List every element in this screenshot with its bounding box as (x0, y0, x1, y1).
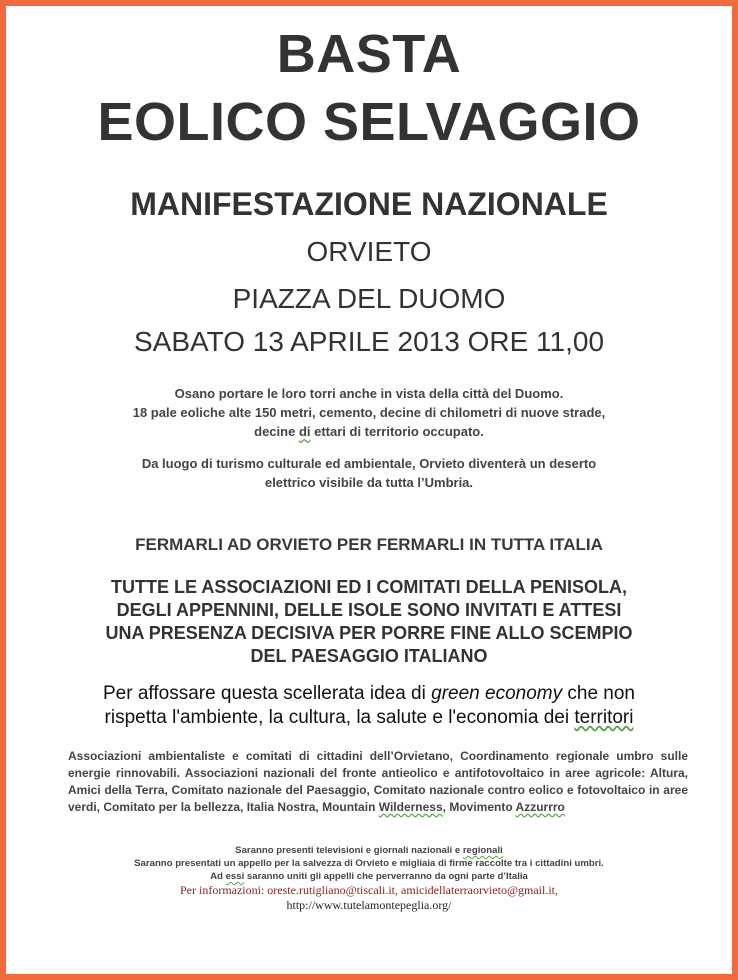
intro-line: 18 pale eoliche alte 150 metri, cemento, decine di chilometri di nuove strade, (132, 405, 606, 420)
note-text: Saranno presenti televisioni e giornali nazionali e (235, 845, 463, 856)
quote-text: Per affossare questa scellerata idea di (103, 683, 432, 704)
contact-info: Per informazioni: oreste.rutigliano@tiscali.it, amicidellaterraorvieto@gmail.it, (180, 883, 558, 897)
quote-text: rispetta l'ambiente, la cultura, la salute e l'economia dei (104, 707, 575, 728)
associations-text: Wilderness (378, 800, 443, 814)
title-line-basta: BASTA (276, 24, 462, 84)
associations-text: Azzurrro (515, 800, 565, 814)
slogan: FERMARLI AD ORVIETO PER FERMARLI IN TUTTA ITALIA (135, 535, 603, 554)
intro-paragraph-1 (46, 384, 692, 441)
intro-line: Osano portare le loro torri anche in vista della città del Duomo. (174, 386, 564, 401)
note-text: Ad (210, 871, 226, 882)
intro-text: decine (254, 424, 299, 439)
quote-line-1 (36, 682, 702, 706)
invitation (36, 576, 702, 668)
intro-line: Da luogo di turismo culturale ed ambientale, Orvieto diventerà un deserto (141, 456, 597, 471)
invitation-line: DEGLI APPENNINI, DELLE ISOLE SONO INVITATI E ATTESI (116, 600, 622, 620)
invitation-line: DEL PAESAGGIO ITALIANO (250, 646, 488, 666)
associations-text: , Movimento (442, 800, 516, 814)
intro-text: di (298, 424, 311, 439)
associations-paragraph (68, 748, 688, 816)
note-line-3 (36, 870, 702, 883)
note-text: saranno uniti gli appelli che perverranno da ogni parte d’Italia (244, 871, 528, 882)
intro-line: elettrico visibile da tutta l’Umbria. (264, 475, 474, 490)
intro-paragraph-2 (46, 454, 692, 492)
associations-text: Associazioni ambientaliste e comitati di cittadini dell’Orvietano, Coordinamento regionale umbro sulle energie rinnovabili. Associazioni nazionali del fronte antieolico e antifotovoltaico in aree agricole: Altura, Amici della Terra, Comitato nazionale del Paesaggio, Comitato nazionale contro eolico e fotovoltaico in aree verdi, Comitato per la bellezza, Italia Nostra, Mountain (68, 749, 688, 814)
invitation-line: UNA PRESENZA DECISIVA PER PORRE FINE ALLO SCEMPIO (105, 623, 633, 643)
title-line-eolico-selvaggio: EOLICO SELVAGGIO (97, 92, 641, 152)
quote-line-2 (36, 706, 702, 730)
quote-text: territori (574, 707, 634, 728)
invitation-line: TUTTE LE ASSOCIAZIONI ED I COMITATI DELLA PENISOLA, (111, 577, 627, 597)
event-place: PIAZZA DEL DUOMO (232, 283, 506, 314)
note-line-1 (36, 844, 702, 857)
note-text: essi (225, 871, 245, 882)
website-url[interactable]: http://www.tutelamontepeglia.org/ (286, 898, 452, 912)
intro-line (46, 422, 692, 441)
intro-text: ettari di territorio occupato. (310, 424, 484, 439)
quote-text: che non (562, 683, 635, 704)
event-city: ORVIETO (306, 236, 432, 267)
event-datetime: SABATO 13 APRILE 2013 ORE 11,00 (133, 326, 605, 357)
note-text: regionali (462, 845, 503, 856)
note-line-2: Saranno presentati un appello per la salvezza di Orvieto e migliaia di firme raccolte tra i cittadini umbri. (134, 858, 604, 869)
quote-italic-text: green economy (431, 683, 563, 704)
quote (36, 682, 702, 730)
event-heading: MANIFESTAZIONE NAZIONALE (130, 186, 608, 222)
